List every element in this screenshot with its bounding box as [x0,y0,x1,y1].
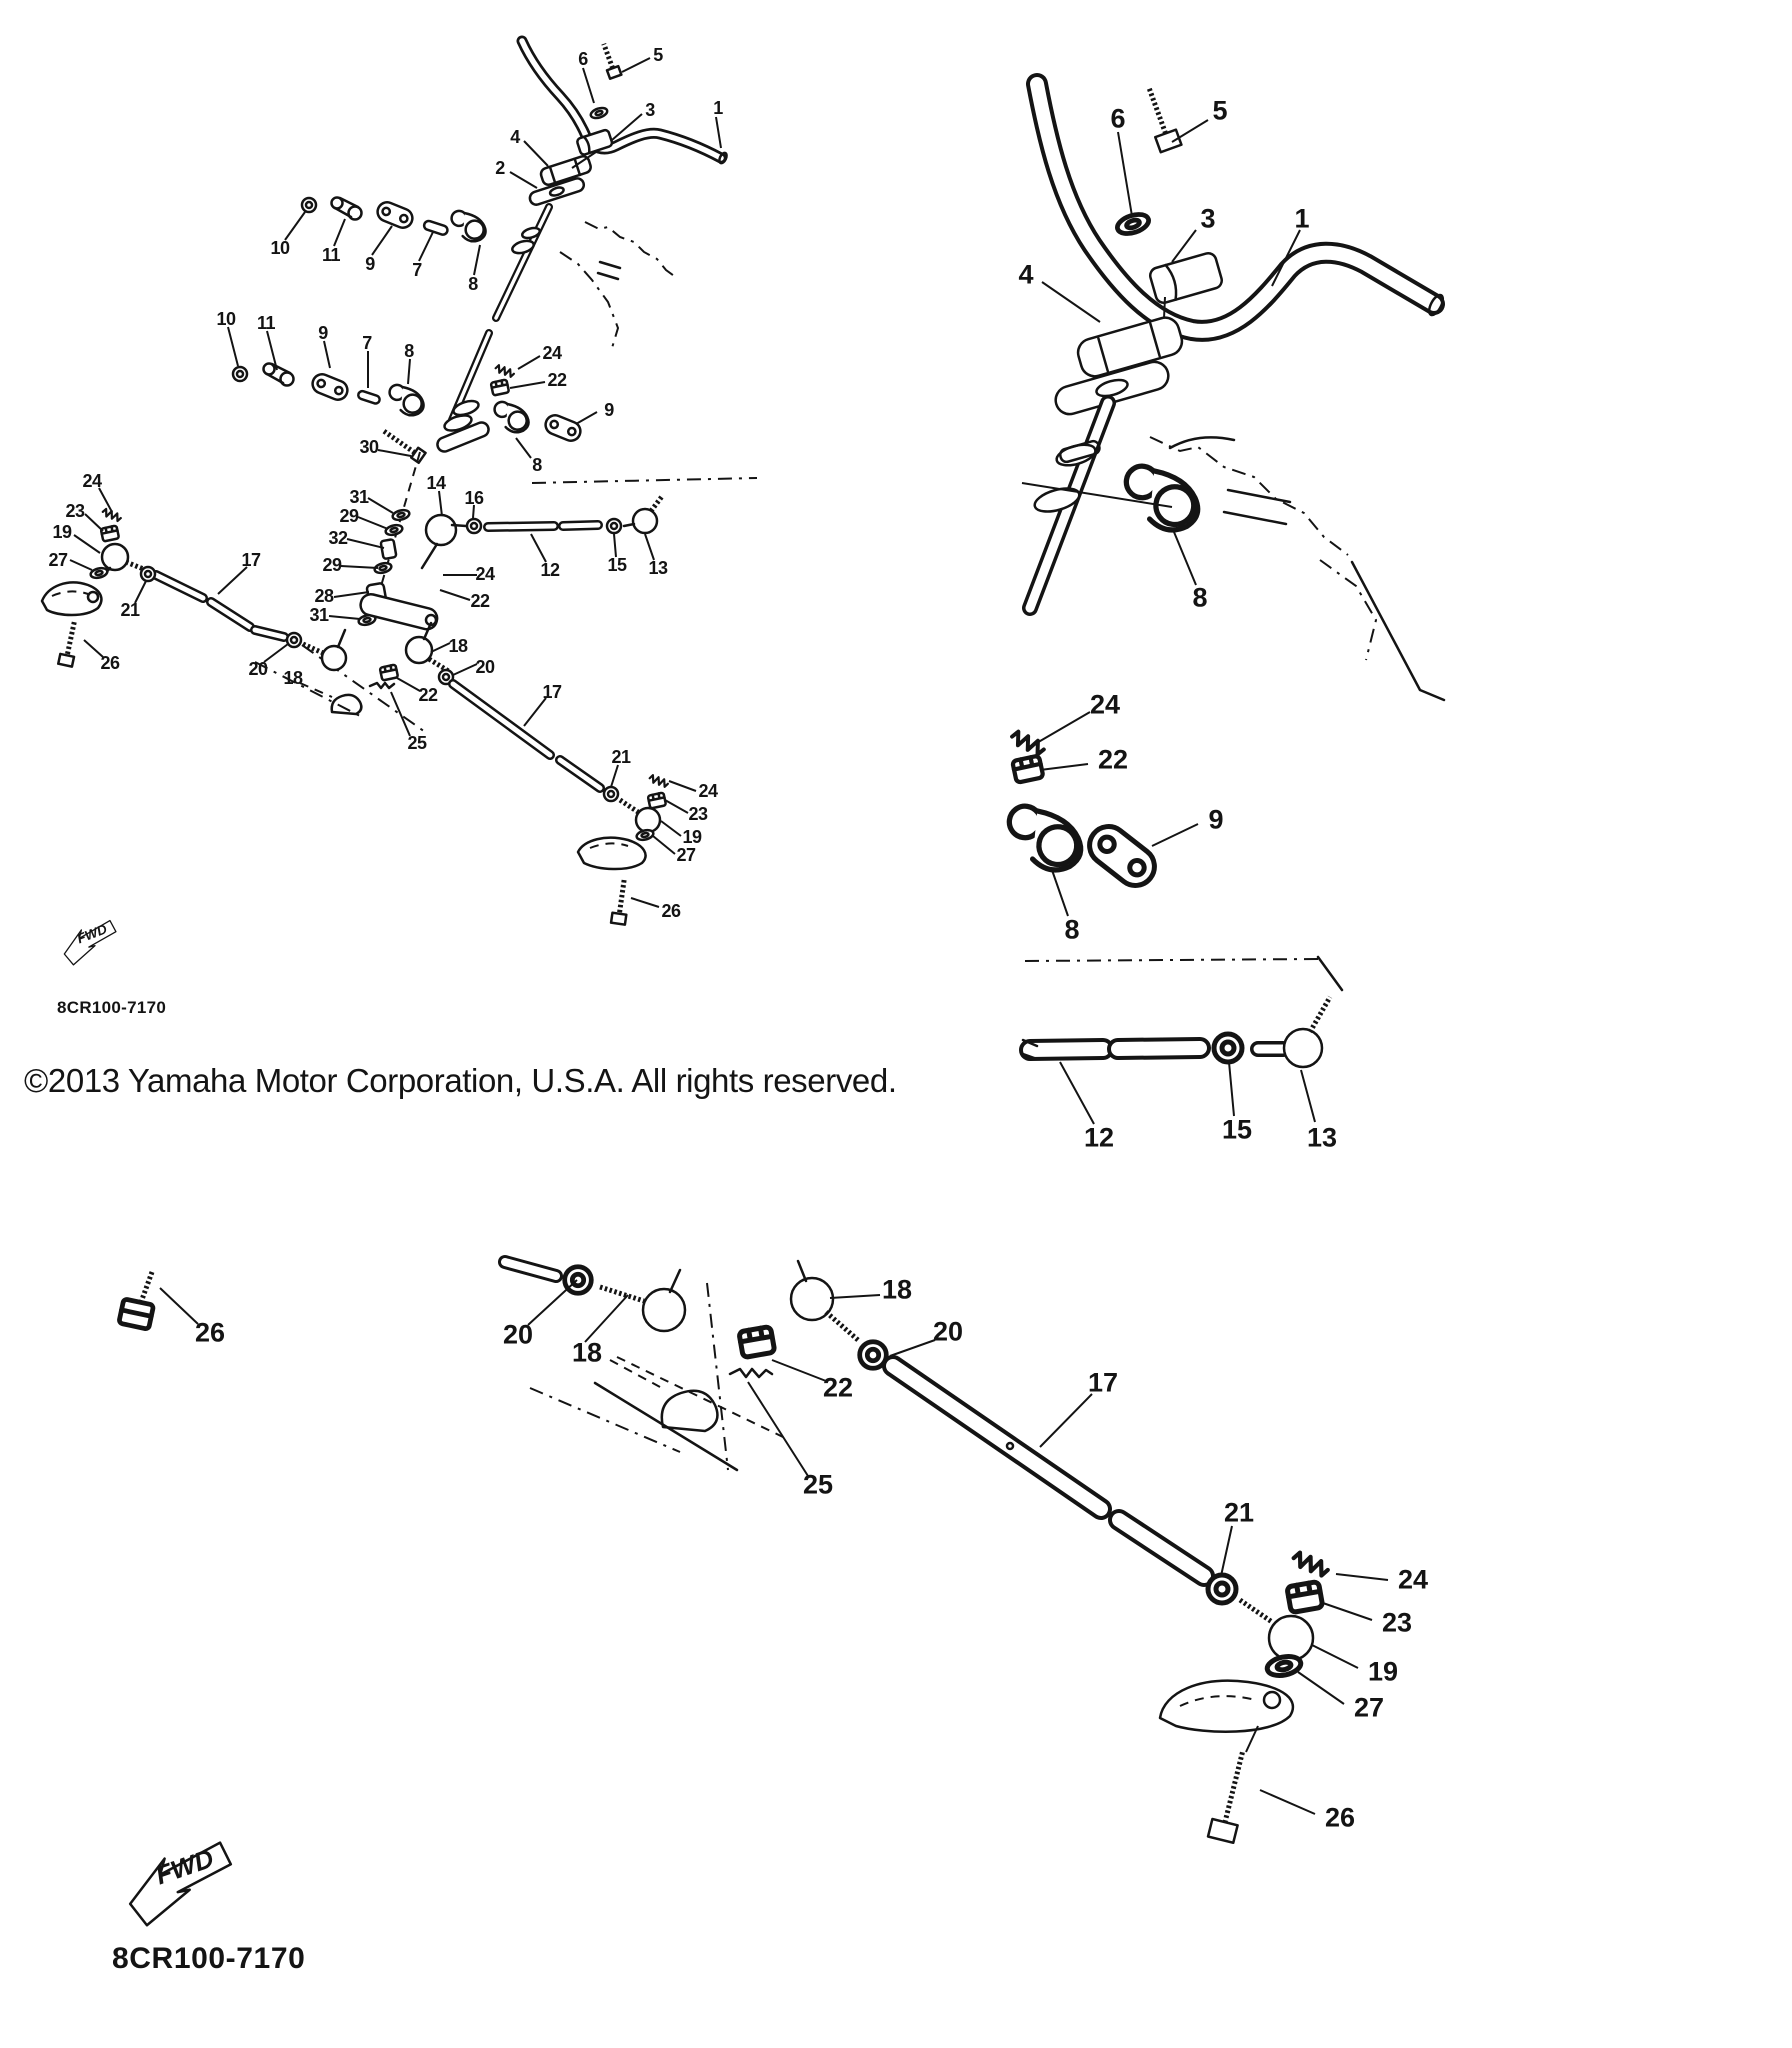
part-label-4: 4 [1018,259,1034,290]
part-label-25: 25 [407,733,427,753]
part-label-21: 21 [120,600,140,620]
part-label-1: 1 [1294,203,1310,234]
copyright-text: ©2013 Yamaha Motor Corporation, U.S.A. All rights reserved. [24,1062,897,1099]
fwd-arrow-large-label: FWD [151,1842,218,1891]
part-label-27: 27 [1353,1692,1385,1723]
part-label-5: 5 [653,45,663,65]
part-label-22: 22 [547,370,567,390]
part-label-22: 22 [470,591,490,611]
bolt-26-right-detail [1208,1749,1255,1843]
part-label-13: 13 [1306,1122,1338,1153]
part-label-21: 21 [1223,1497,1255,1528]
part-label-8: 8 [1192,582,1208,613]
part-label-26: 26 [100,653,120,673]
part-label-18: 18 [571,1337,603,1368]
part-label-29: 29 [339,506,359,526]
part-label-15: 15 [607,555,627,575]
leader-lines-main [70,58,721,907]
part-label-16: 16 [464,488,484,508]
bolt-5-detail [1139,84,1182,153]
part-label-20: 20 [248,659,268,679]
part-label-7: 7 [412,260,422,280]
part-label-13: 13 [648,558,668,578]
part-label-15: 15 [1221,1114,1253,1145]
detail-top-right-art [1003,84,1445,1124]
handlebar [522,41,728,164]
part-label-20: 20 [502,1319,534,1350]
part-label-20: 20 [475,657,495,677]
part-label-22: 22 [1097,744,1129,775]
steering-column [435,42,621,454]
nut-26-left [119,1272,198,1329]
part-label-11: 11 [256,313,276,333]
part-label-1: 1 [713,98,723,118]
handlebar-detail [1037,84,1446,331]
part-label-3: 3 [645,100,655,120]
part-label-17: 17 [542,682,562,702]
link-parts-row1 [302,198,488,243]
part-label-24: 24 [82,471,102,491]
part-label-20: 20 [932,1316,964,1347]
part-label-19: 19 [1367,1656,1399,1687]
part-label-8: 8 [1064,914,1080,945]
part-label-26: 26 [194,1317,226,1348]
part-label-27: 27 [48,550,68,570]
part-label-27: 27 [676,845,696,865]
part-label-28: 28 [314,586,334,606]
fwd-arrow-small-label: FWD [74,921,110,947]
part-label-12: 12 [540,560,560,580]
part-label-30: 30 [359,437,379,457]
part-label-23: 23 [1381,1607,1413,1638]
part-label-8: 8 [468,274,478,294]
bolt-26-right [611,879,631,925]
part-label-25: 25 [802,1469,834,1500]
leader-lines-detail-bottom [528,1280,1388,1814]
part-label-12: 12 [1083,1122,1115,1153]
part-label-17: 17 [1087,1367,1119,1398]
part-label-18: 18 [881,1274,913,1305]
part-label-9: 9 [604,400,614,420]
tie-rod-end-right [730,1261,886,1377]
tie-rod-end-left [502,1262,783,1470]
tie-rod-right [453,684,669,925]
part-label-11: 11 [321,245,341,265]
part-label-24: 24 [542,343,562,363]
part-label-8: 8 [532,455,542,475]
part-label-22: 22 [418,685,438,705]
part-label-31: 31 [309,605,329,625]
part-label-10: 10 [270,238,290,258]
part-label-7: 7 [362,333,372,353]
part-label-6: 6 [578,49,588,69]
part-label-9: 9 [365,254,375,274]
part-label-17: 17 [241,550,261,570]
part-label-4: 4 [510,127,520,147]
part-label-23: 23 [688,804,708,824]
fwd-arrow-small [62,920,118,965]
part-label-8: 8 [404,341,414,361]
part-label-24: 24 [698,781,718,801]
tie-rod-end-lower-right [1160,1551,1330,1843]
part-label-31: 31 [349,487,369,507]
detail-bottom-art [119,1261,1388,1843]
frame-sketch [560,222,677,348]
part-label-18: 18 [448,636,468,656]
part-label-23: 23 [65,501,85,521]
part-label-3: 3 [1200,203,1216,234]
main-diagram-art [42,41,757,925]
part-label-26: 26 [1324,1802,1356,1833]
part-label-10: 10 [216,309,236,329]
part-label-24: 24 [1397,1564,1429,1595]
part-label-24: 24 [475,564,495,584]
drawing-number-small: 8CR100-7170 [57,998,167,1017]
part-label-29: 29 [322,555,342,575]
part-label-19: 19 [682,827,702,847]
fwd-arrow-large [128,1842,233,1926]
part-label-9: 9 [318,323,328,343]
bracket-link-detail [1003,730,1162,893]
part-label-26: 26 [661,901,681,921]
part-label-6: 6 [1110,103,1126,134]
part-label-14: 14 [426,473,446,493]
part-label-22: 22 [822,1372,854,1403]
part-label-19: 19 [52,522,72,542]
part-label-18: 18 [283,668,303,688]
bolt-5 [598,42,621,79]
part-label-5: 5 [1212,95,1228,126]
part-label-9: 9 [1208,804,1224,835]
tie-rod-17 [893,1366,1204,1576]
bolt-26-left [58,621,81,667]
part-label-2: 2 [495,158,505,178]
part-label-21: 21 [611,747,631,767]
relay-rod-detail [1023,957,1342,1067]
part-label-32: 32 [328,528,348,548]
part-label-24: 24 [1089,689,1121,720]
drawing-number-large: 8CR100-7170 [112,1942,306,1975]
